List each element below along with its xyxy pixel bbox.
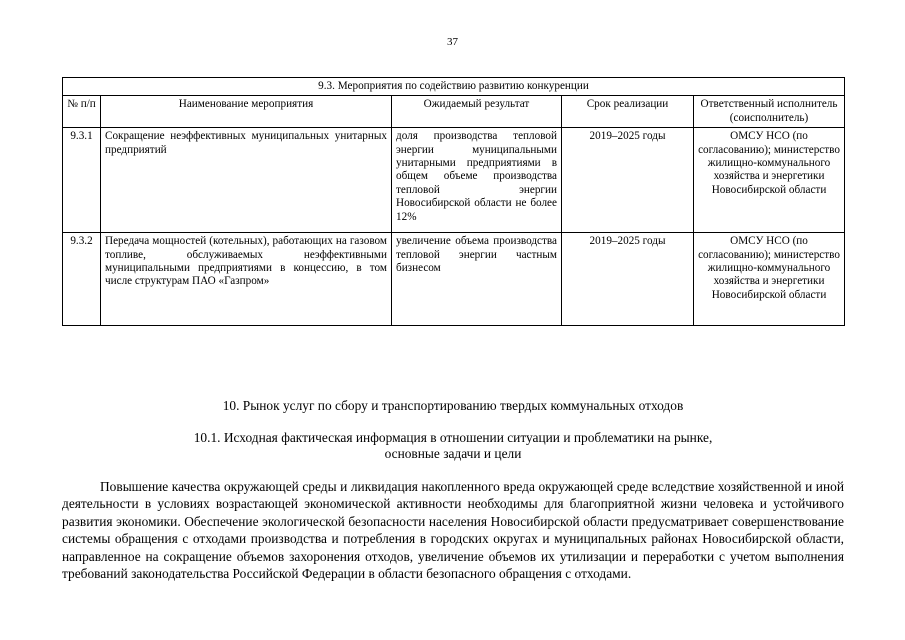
section-10-title: 10. Рынок услуг по сбору и транспортированию твердых коммунальных отходов — [222, 398, 684, 413]
row-num: 9.3.1 — [63, 128, 101, 233]
subsection-title-line-2: основные задачи и цели — [384, 446, 522, 461]
row-result: доля производства тепловой энергии муниципальными унитарными предприятиями в общем объеме производства тепловой энергии Новосибирской области не более 12% — [392, 128, 562, 233]
subsection-10-1-title — [62, 430, 844, 462]
table-row — [63, 128, 845, 233]
row-responsible: ОМСУ НСО (по согласованию); министерство жилищно-коммунального хозяйства и энергетики Новосибирской области — [694, 128, 845, 233]
header-term: Срок реализации — [562, 96, 694, 128]
header-num: № п/п — [63, 96, 101, 128]
table-header-row — [63, 96, 845, 128]
header-name: Наименование мероприятия — [101, 96, 392, 128]
row-responsible: ОМСУ НСО (по согласованию); министерство жилищно-коммунального хозяйства и энергетики Новосибирской области — [694, 233, 845, 326]
table-row — [63, 233, 845, 326]
row-name: Передача мощностей (котельных), работающих на газовом топливе, обслуживаемых неэффективными муниципальными предприятиями в концессию, в том числе структурам ПАО «Газпром» — [101, 233, 392, 326]
table-section-title: 9.3. Мероприятия по содействию развитию конкуренции — [63, 78, 845, 96]
body-paragraph: Повышение качества окружающей среды и ликвидация накопленного вреда окружающей среде вследствие хозяйственной и иной деятельности в условиях возрастающей экономической активности необходимы для благоприятной жизни человека и устойчивого развития экономики. Обеспечение экологической безопасности населения Новосибирской области предусматривает совершенствование системы обращения с отходами производства и потребления в городских округах и муниципальных районах Новосибирской области, направленное на сокращение объемов захоронения отходов, увеличение объемов их утилизации и переработки с учетом выполнения требований законодательства Российской Федерации в области безопасного обращения с отходами. — [62, 479, 844, 582]
row-result: увеличение объема производства тепловой энергии частным бизнесом — [392, 233, 562, 326]
header-result: Ожидаемый результат — [392, 96, 562, 128]
row-name: Сокращение неэффективных муниципальных унитарных предприятий — [101, 128, 392, 233]
row-term: 2019–2025 годы — [562, 233, 694, 326]
table-section-row — [63, 78, 845, 96]
measures-table — [62, 77, 845, 326]
row-term: 2019–2025 годы — [562, 128, 694, 233]
subsection-title-line-1: 10.1. Исходная фактическая информация в отношении ситуации и проблематики на рынке, — [193, 430, 713, 445]
header-responsible: Ответственный исполнитель (соисполнитель) — [694, 96, 845, 128]
row-num: 9.3.2 — [63, 233, 101, 326]
page-number: 37 — [447, 36, 458, 48]
